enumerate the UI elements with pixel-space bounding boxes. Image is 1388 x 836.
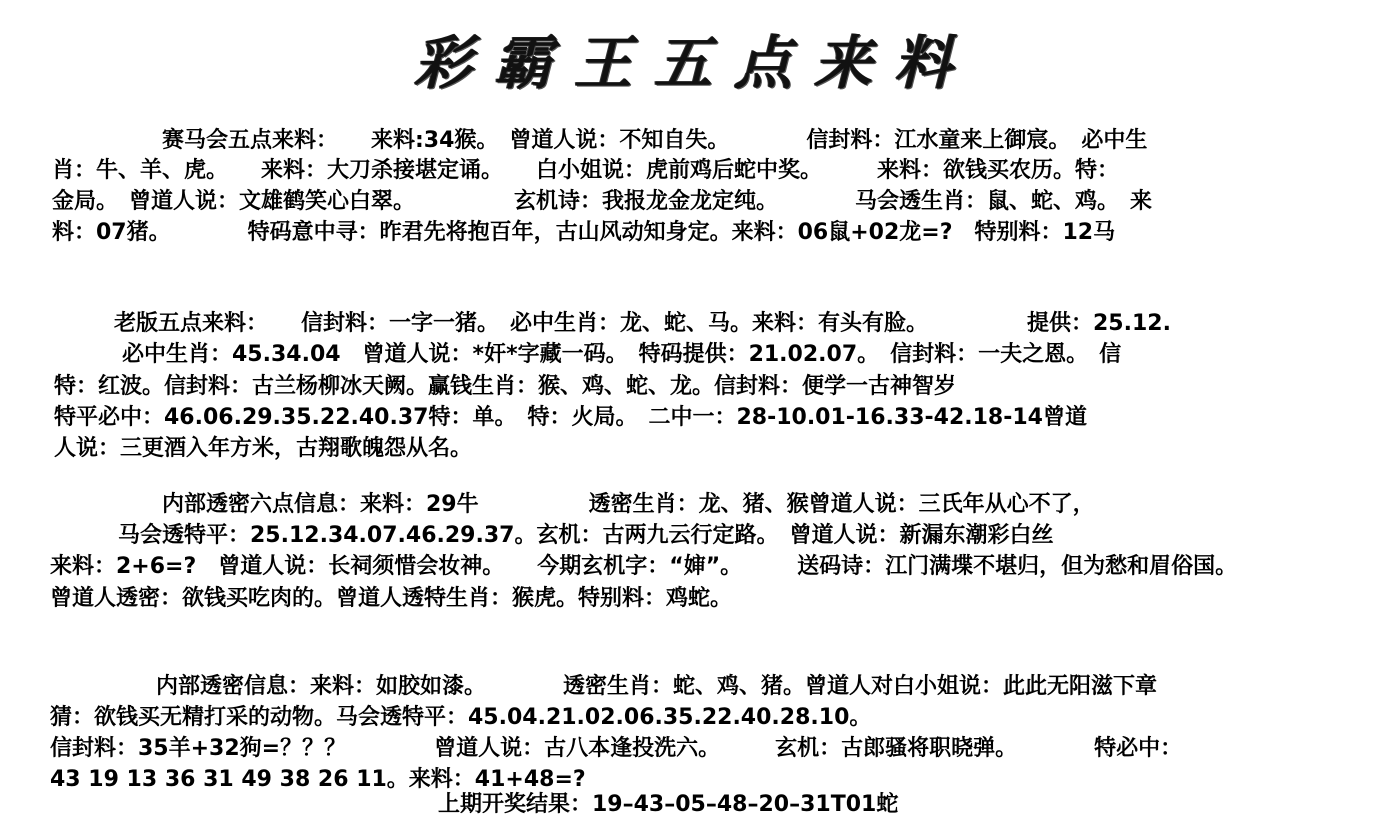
section-3-line-3: 来料：2+6=? 曾道人说：长祠须惜会妆神。 今期玄机字：“婶”。 送码诗：江门满堞不堪归，但为愁和眉俗国。 — [50, 554, 1238, 579]
section-4-line-3: 信封料：35羊+32狗=？？？ 曾道人说：古八本逢投洗六。 玄机：古郎骚将职晓弹。 特必中： — [50, 736, 1183, 761]
section-1-line-2: 肖：牛、羊、虎。 来料：大刀杀接堪定诵。 白小姐说：虎前鸡后蛇中奖。 来料：欲钱买农历。特： — [52, 158, 1120, 183]
section-2-line-4: 特平必中：46.06.29.35.22.40.37特：单。 特：火局。 二中一：28-10.01-16.33-42.18-14曾道 — [54, 405, 1087, 430]
section-2-line-5: 人说：三更酒入年方米，古翔歌魄怨从名。 — [54, 436, 473, 461]
last-draw-result: 上期开奖结果：19–43–05–48–20–31T01蛇 — [438, 792, 899, 817]
section-4-line-2: 猜：欲钱买无精打采的动物。马会透特平：45.04.21.02.06.35.22.40.28.10。 — [50, 705, 872, 730]
section-4-line-1: 内部透密信息：来料：如胶如漆。 透密生肖：蛇、鸡、猪。曾道人对白小姐说：此此无阳滋下章 — [156, 674, 1158, 699]
section-1-line-1: 赛马会五点来料： 来料:34猴。 曾道人说：不知自失。 信封料：江水童来上御宸。 必中生 — [162, 128, 1148, 153]
section-1-line-3: 金局。 曾道人说：文雄鹤笑心白翠。 玄机诗：我报龙金龙定纯。 马会透生肖：鼠、蛇、鸡。 来 — [52, 189, 1153, 214]
section-3-line-2: 马会透特平：25.12.34.07.46.29.37。玄机：古两九云行定路。 曾道人说：新漏东潮彩白丝 — [118, 523, 1054, 548]
section-2-line-2: 必中生肖：45.34.04 曾道人说：*奸*字藏一码。 特码提供：21.02.07。 信封料：一夫之恩。 信 — [122, 342, 1122, 367]
section-3-line-1: 内部透密六点信息：来料：29牛 透密生肖：龙、猪、猴曾道人说：三氏年从心不了， — [162, 492, 1095, 517]
page-title: 彩霸王五点来料 — [413, 29, 974, 97]
section-1-line-4: 料：07猪。 特码意中寻：昨君先将抱百年，古山风动知身定。来料：06鼠+02龙=? 特别料：12马 — [52, 220, 1116, 245]
section-4-line-4: 43 19 13 36 31 49 38 26 11。来料：41+48=? — [50, 767, 586, 792]
section-2-line-1: 老版五点来料： 信封料：一字一猪。 必中生肖：龙、蛇、马。来料：有头有脸。 提供：25.12. — [114, 311, 1171, 336]
section-2-line-3: 特：红波。信封料：古兰杨柳冰天阙。赢钱生肖：猴、鸡、蛇、龙。信封料：便学一古神智岁 — [54, 374, 957, 399]
section-3-line-4: 曾道人透密：欲钱买吃肉的。曾道人透特生肖：猴虎。特别料：鸡蛇。 — [50, 586, 733, 611]
